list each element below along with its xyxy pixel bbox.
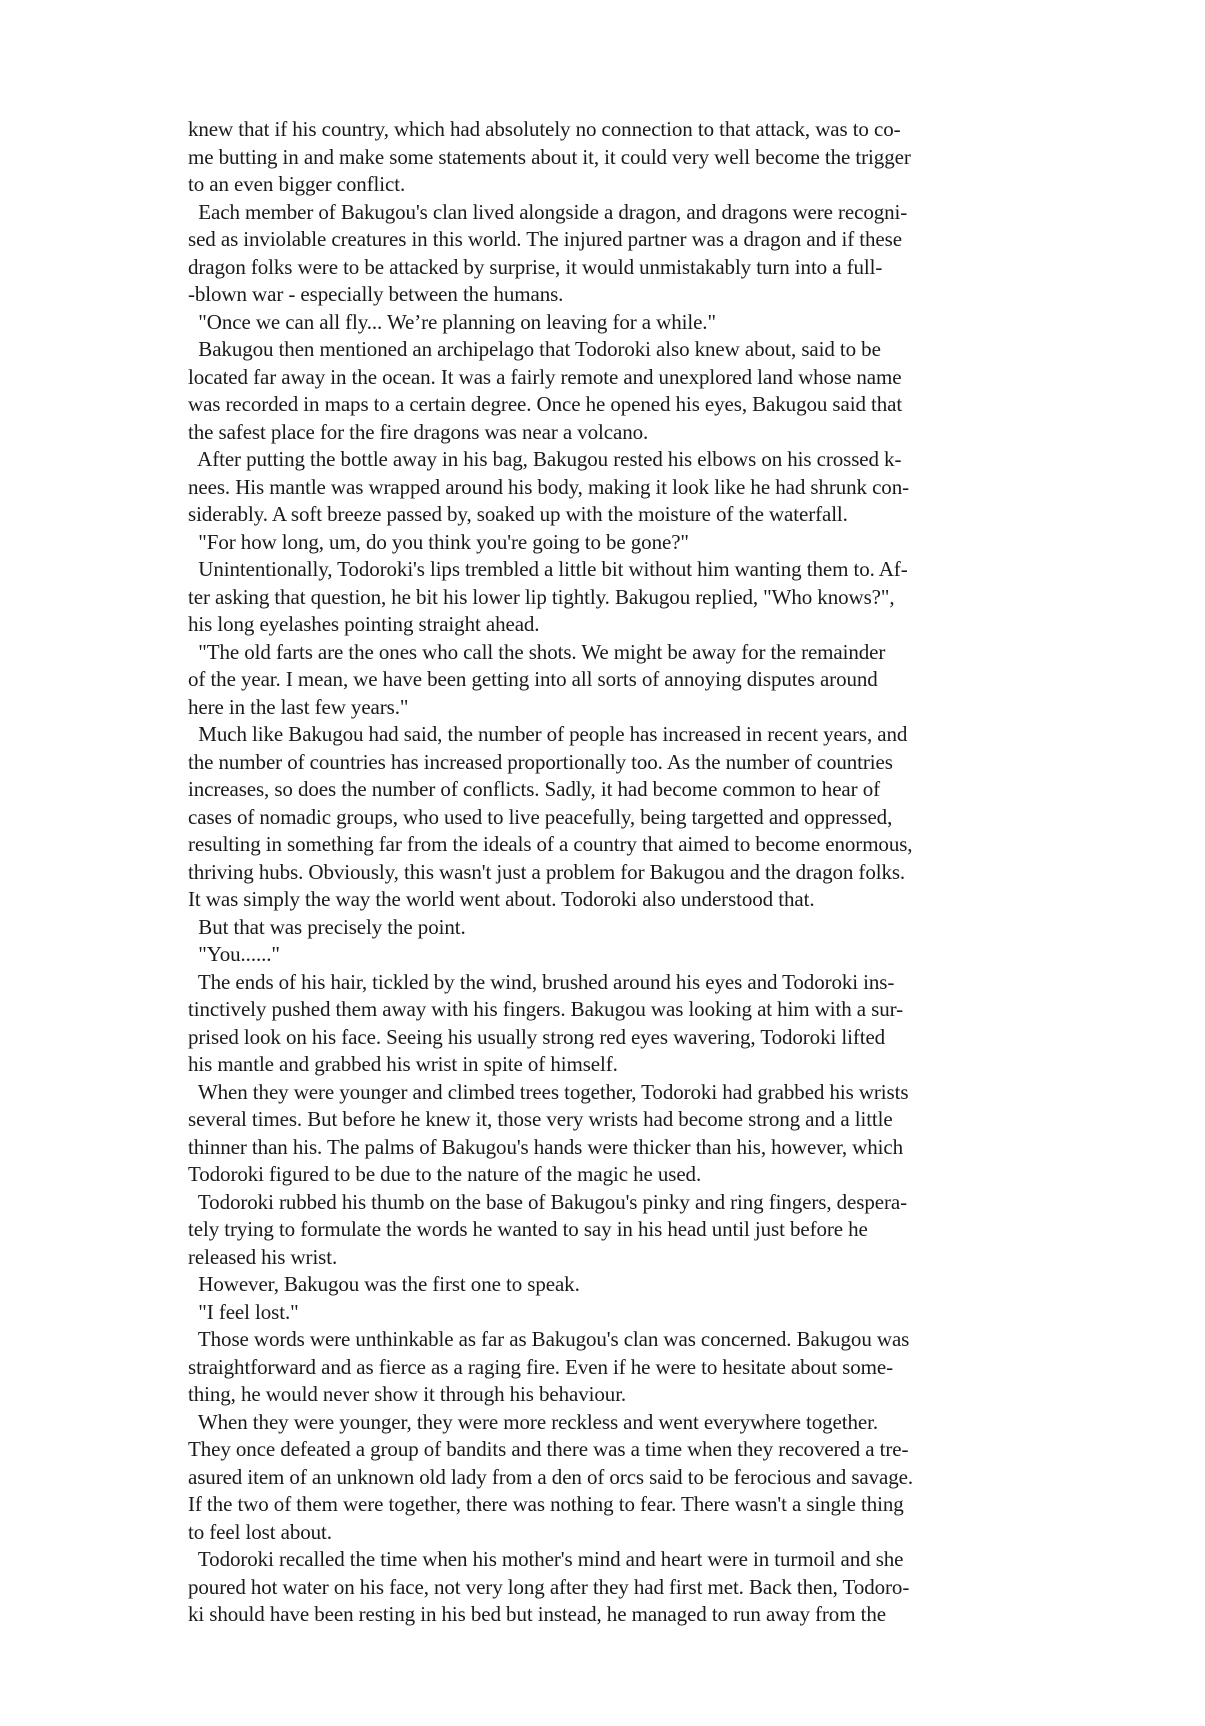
text-line: When they were younger and climbed trees together, Todoroki had grabbed his wrists [188, 1079, 909, 1104]
text-line: When they were younger, they were more reckless and went everywhere together. [188, 1409, 879, 1434]
text-line: increases, so does the number of conflicts. Sadly, it had become common to hear of [188, 777, 880, 801]
text-line: It was simply the way the world went about. Todoroki also understood that. [188, 887, 815, 911]
text-line: to feel lost about. [188, 1519, 332, 1544]
text-line: thinner than his. The palms of Bakugou's hands were thicker than his, however, which [188, 1134, 903, 1159]
text-line: his mantle and grabbed his wrist in spite of himself. [188, 1052, 618, 1076]
text-line: resulting in something far from the ideals of a country that aimed to become enormous, [188, 832, 913, 856]
document-page [188, 116, 1048, 1629]
text-line: thing, he would never show it through his behaviour. [188, 1382, 627, 1406]
text-line: Much like Bakugou had said, the number of people has increased in recent years, and [188, 722, 908, 746]
text-line: After putting the bottle away in his bag, Bakugou rested his elbows on his crossed k- [188, 447, 902, 471]
text-line: dragon folks were to be attacked by surprise, it would unmistakably turn into a full- [188, 254, 883, 279]
text-line: "The old farts are the ones who call the shots. We might be away for the remainder [188, 639, 886, 664]
text-line: nees. His mantle was wrapped around his body, making it look like he had shrunk con- [188, 474, 910, 499]
text-line: Each member of Bakugou's clan lived alongside a dragon, and dragons were recogni- [188, 199, 908, 224]
text-line: here in the last few years." [188, 694, 409, 719]
text-line: siderably. A soft breeze passed by, soaked up with the moisture of the waterfall. [188, 502, 848, 526]
text-line: -blown war - especially between the humans. [188, 282, 564, 306]
text-line: was recorded in maps to a certain degree. Once he opened his eyes, Bakugou said that [188, 392, 903, 416]
text-line: However, Bakugou was the first one to speak. [188, 1272, 580, 1296]
text-line: of the year. I mean, we have been getting into all sorts of annoying disputes around [188, 667, 878, 691]
text-line: several times. But before he knew it, those very wrists had become strong and a little [188, 1107, 893, 1131]
text-line: The ends of his hair, tickled by the wind, brushed around his eyes and Todoroki ins- [188, 969, 895, 994]
text-line: ter asking that question, he bit his lower lip tightly. Bakugou replied, "Who knows?", [188, 584, 895, 609]
text-line: thriving hubs. Obviously, this wasn't just a problem for Bakugou and the dragon folks. [188, 859, 906, 884]
text-line: Those words were unthinkable as far as Bakugou's clan was concerned. Bakugou was [188, 1327, 910, 1351]
text-line: Unintentionally, Todoroki's lips trembled a little bit without him wanting them to. Af- [188, 557, 908, 581]
text-line: the safest place for the fire dragons was near a volcano. [188, 419, 649, 444]
text-line: Todoroki rubbed his thumb on the base of Bakugou's pinky and ring fingers, despera- [188, 1189, 907, 1214]
text-line: "You......" [188, 942, 280, 966]
text-line: poured hot water on his face, not very long after they had first met. Back then, Todoro- [188, 1574, 910, 1599]
text-line: knew that if his country, which had absolutely no connection to that attack, was to co- [188, 117, 901, 141]
text-line: tinctively pushed them away with his fingers. Bakugou was looking at him with a sur- [188, 997, 903, 1021]
text-line: the number of countries has increased proportionally too. As the number of countries [188, 749, 893, 774]
text-line: his long eyelashes pointing straight ahead. [188, 612, 540, 636]
text-line: ki should have been resting in his bed but instead, he managed to run away from the [188, 1602, 886, 1626]
text-line: to an even bigger conflict. [188, 172, 406, 196]
text-line: They once defeated a group of bandits and there was a time when they recovered a tre- [188, 1437, 909, 1461]
text-line: But that was precisely the point. [188, 914, 466, 939]
text-line: asured item of an unknown old lady from a den of orcs said to be ferocious and savage. [188, 1464, 914, 1489]
text-line: straightforward and as fierce as a raging fire. Even if he were to hesitate about some- [188, 1354, 894, 1379]
text-line: cases of nomadic groups, who used to live peacefully, being targetted and oppressed, [188, 804, 893, 829]
text-line: Bakugou then mentioned an archipelago that Todoroki also knew about, said to be [188, 337, 881, 361]
text-line: "Once we can all fly... We’re planning on leaving for a while." [188, 309, 716, 334]
text-line: If the two of them were together, there was nothing to fear. There wasn't a single thing [188, 1492, 904, 1516]
text-line: "I feel lost." [188, 1299, 299, 1324]
text-line: located far away in the ocean. It was a fairly remote and unexplored land whose name [188, 364, 902, 389]
text-line: "For how long, um, do you think you're going to be gone?" [188, 529, 689, 554]
text-line: Todoroki recalled the time when his mother's mind and heart were in turmoil and she [188, 1547, 904, 1571]
text-line: released his wrist. [188, 1244, 338, 1269]
text-line: me butting in and make some statements about it, it could very well become the trigger [188, 144, 911, 169]
text-line: Todoroki figured to be due to the nature of the magic he used. [188, 1162, 702, 1186]
text-line: sed as inviolable creatures in this world. The injured partner was a dragon and if these [188, 227, 902, 251]
text-line: prised look on his face. Seeing his usually strong red eyes wavering, Todoroki lifted [188, 1024, 886, 1049]
text-line: tely trying to formulate the words he wanted to say in his head until just before he [188, 1217, 868, 1241]
